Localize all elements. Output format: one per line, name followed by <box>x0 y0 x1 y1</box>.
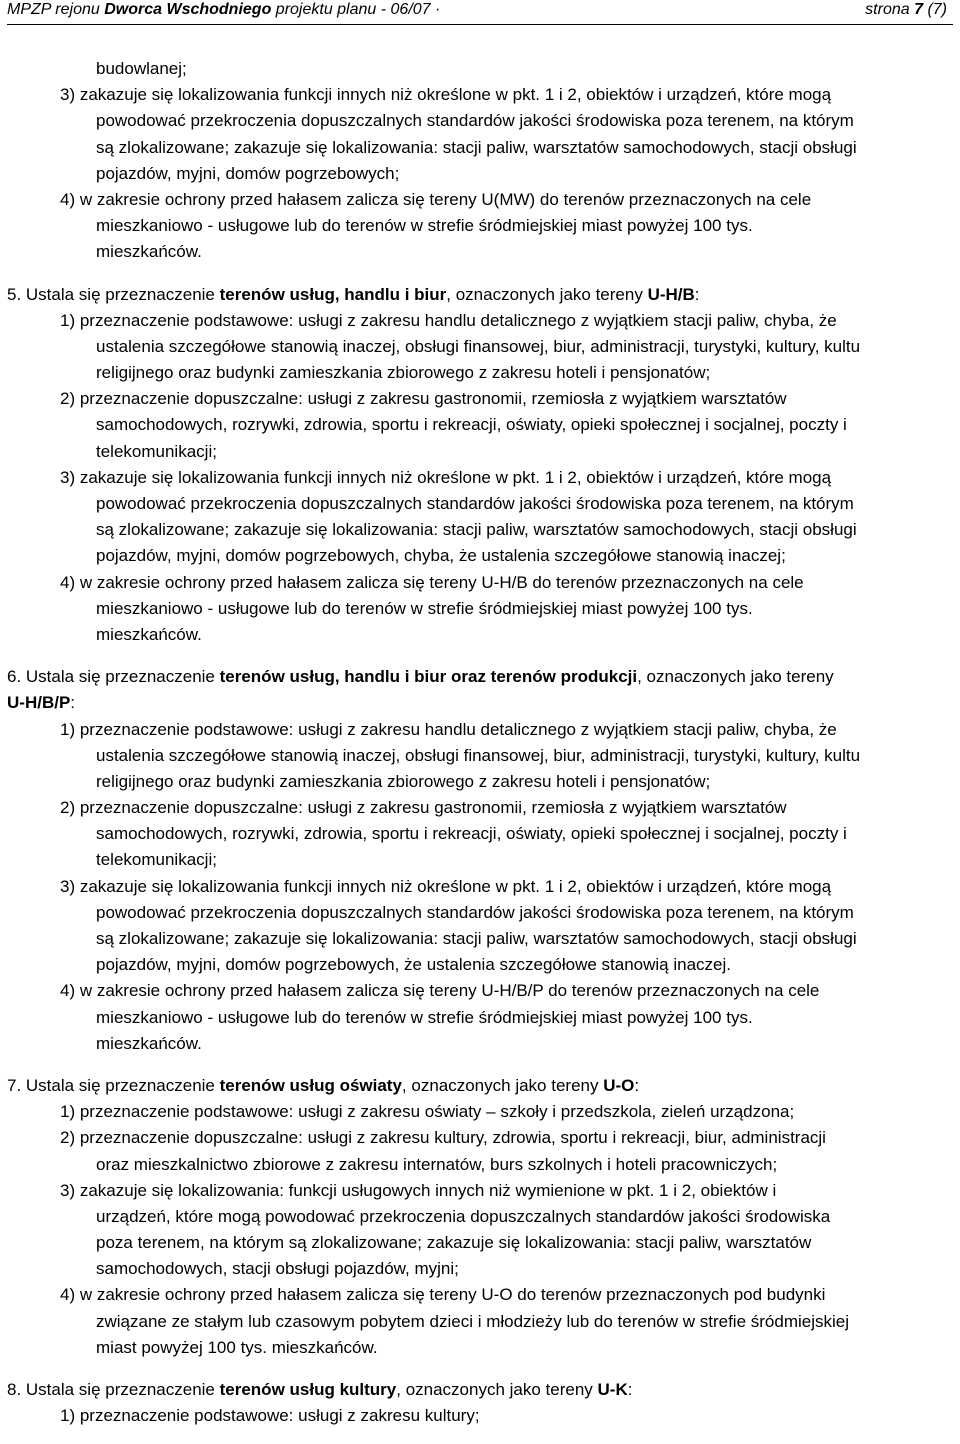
text-run: , oznaczonych jako tereny <box>396 1380 598 1399</box>
text-line <box>0 386 960 412</box>
text-run: samochodowych, rozrywki, zdrowia, sportu i rekreacji, oświaty, opieki społecznej i socjalnej, poczty i <box>96 415 847 435</box>
text-run: 4) w zakresie ochrony przed hałasem zalicza się tereny U(MW) do terenów przeznaczonych na cele <box>60 189 812 209</box>
text-line <box>0 743 960 769</box>
text-run: mieszkańców. <box>96 1033 202 1053</box>
page-total: (7) <box>923 1 947 18</box>
text-line <box>0 978 960 1004</box>
text-run: , oznaczonych jako tereny <box>637 667 834 687</box>
text-line <box>0 795 960 821</box>
text-run: 2) przeznaczenie dopuszczalne: usługi z zakresu gastronomii, rzemiosła z wyjątkiem warsztatów <box>60 389 787 409</box>
text-line <box>0 1230 960 1256</box>
text-run: 1) przeznaczenie podstawowe: usługi z zakresu handlu detalicznego z wyjątkiem stacji paliw, chyba, że <box>60 310 837 330</box>
text-line <box>0 239 960 265</box>
text-run: pojazdów, myjni, domów pogrzebowych, chyba, że ustalenia szczegółowe stanowią inaczej; <box>96 546 786 566</box>
text-line <box>0 1005 960 1031</box>
text-line <box>0 491 960 517</box>
paragraph-gap <box>0 266 960 282</box>
text-run: samochodowych, stacji obsługi pojazdów, myjni; <box>96 1259 459 1279</box>
text-line <box>0 874 960 900</box>
bold-text: U-H/B/P <box>7 693 71 713</box>
paragraph-gap <box>0 648 960 664</box>
text-run: pojazdów, myjni, domów pogrzebowych; <box>96 163 400 183</box>
paragraph-gap <box>0 1361 960 1377</box>
text-line <box>0 1031 960 1057</box>
text-line <box>0 1309 960 1335</box>
text-run: religijnego oraz budynki zamieszkania zbiorowego z zakresu hoteli i pensjonatów; <box>96 363 711 383</box>
bold-text: U-K <box>597 1380 628 1399</box>
text-run: ustalenia szczegółowe stanowią inaczej, obsługi finansowej, biur, administracji, turystyki, kultury, kultu <box>96 745 861 765</box>
text-line <box>0 1377 960 1403</box>
text-run: : <box>694 284 700 304</box>
page-header <box>7 0 953 25</box>
text-line <box>0 664 960 690</box>
text-run: 3) zakazuje się lokalizowania funkcji innych niż określone w pkt. 1 i 2, obiektów i urządzeń, które mogą <box>60 85 832 105</box>
text-run: 2) przeznaczenie dopuszczalne: usługi z zakresu kultury, zdrowia, sportu i rekreacji, biur, administracji <box>60 1128 826 1148</box>
text-line <box>0 952 960 978</box>
text-run: 4) w zakresie ochrony przed hałasem zalicza się tereny U-O do terenów przeznaczonych pod budynki <box>60 1285 826 1305</box>
text-line <box>0 596 960 622</box>
text-line <box>0 439 960 465</box>
text-line <box>0 900 960 926</box>
text-run: mieszkaniowo - usługowe lub do terenów w strefie śródmiejskiej miast powyżej 100 tys. <box>96 598 753 618</box>
text-line <box>0 213 960 239</box>
text-line <box>0 1403 960 1429</box>
text-run: , oznaczonych jako tereny <box>401 1075 604 1095</box>
text-run: 4) w zakresie ochrony przed hałasem zalicza się tereny U-H/B do terenów przeznaczonych na cele <box>60 572 804 592</box>
text-line <box>0 1256 960 1282</box>
text-run: telekomunikacji; <box>96 441 217 461</box>
text-run: 7. Ustala się przeznaczenie <box>7 1075 220 1095</box>
bold-text: terenów usług, handlu i biur <box>219 284 447 304</box>
text-line <box>0 1204 960 1230</box>
text-line <box>0 1178 960 1204</box>
title-prefix: MPZP rejonu <box>7 1 105 18</box>
text-run: pojazdów, myjni, domów pogrzebowych, że ustalenia szczegółowe stanowią inaczej. <box>96 955 732 975</box>
text-run: są zlokalizowane; zakazuje się lokalizowania: stacji paliw, warsztatów samochodowych, stacji obsługi <box>96 929 857 948</box>
text-line <box>0 847 960 873</box>
text-run: : <box>634 1075 640 1095</box>
page-counter <box>865 0 947 20</box>
text-run: 1) przeznaczenie podstawowe: usługi z zakresu oświaty – szkoły i przedszkola, zieleń urządzona; <box>60 1102 795 1122</box>
text-line <box>0 769 960 795</box>
text-run: są zlokalizowane; zakazuje się lokalizowania: stacji paliw, warsztatów samochodowych, stacji obsługi <box>96 520 857 540</box>
text-run: : <box>70 693 76 713</box>
text-line <box>0 570 960 596</box>
paragraph-gap <box>0 1057 960 1073</box>
bold-text: U-H/B <box>647 284 695 304</box>
text-run: są zlokalizowane; zakazuje się lokalizowania: stacji paliw, warsztatów samochodowych, stacji obsługi <box>96 137 857 157</box>
text-line <box>0 334 960 360</box>
text-run: mieszkańców. <box>96 242 202 262</box>
text-line <box>0 56 960 82</box>
page-label: strona <box>865 1 915 18</box>
text-line <box>0 161 960 187</box>
text-line <box>0 282 960 308</box>
text-line <box>0 1099 960 1125</box>
text-line <box>0 1125 960 1151</box>
document-body <box>0 56 960 1429</box>
text-line <box>0 622 960 648</box>
title-suffix: projektu planu - 06/07 · <box>271 1 441 18</box>
text-line <box>0 187 960 213</box>
text-line <box>0 412 960 438</box>
text-run: : <box>627 1380 633 1399</box>
text-line <box>0 517 960 543</box>
text-run: 3) zakazuje się lokalizowania funkcji innych niż określone w pkt. 1 i 2, obiektów i urządzeń, które mogą <box>60 876 832 896</box>
text-line <box>0 135 960 161</box>
bold-text: terenów usług, handlu i biur oraz terenów produkcji <box>219 667 638 687</box>
text-run: , oznaczonych jako tereny <box>446 284 648 304</box>
text-line <box>0 1152 960 1178</box>
bold-text: U-O <box>603 1075 635 1095</box>
text-line <box>0 360 960 386</box>
text-run: powodować przekroczenia dopuszczalnych standardów jakości środowiska poza terenem, na którym <box>96 902 854 922</box>
text-run: 8. Ustala się przeznaczenie <box>7 1380 220 1399</box>
text-line <box>0 821 960 847</box>
text-run: urządzeń, które mogą powodować przekroczenia dopuszczalnych standardów jakości środowiska <box>96 1206 831 1226</box>
text-run: 4) w zakresie ochrony przed hałasem zalicza się tereny U-H/B/P do terenów przeznaczonych na cele <box>60 981 820 1001</box>
text-run: 5. Ustala się przeznaczenie <box>7 284 220 304</box>
text-line <box>0 543 960 569</box>
text-run: 3) zakazuje się lokalizowania: funkcji usługowych innych niż wymienione w pkt. 1 i 2, obiektów i <box>60 1180 777 1200</box>
text-line <box>0 1282 960 1308</box>
text-line <box>0 1335 960 1361</box>
text-run: poza terenem, na którym są zlokalizowane; zakazuje się lokalizowania: stacji paliw, warsztatów <box>96 1233 812 1253</box>
text-run: 3) zakazuje się lokalizowania funkcji innych niż określone w pkt. 1 i 2, obiektów i urządzeń, które mogą <box>60 467 832 487</box>
text-run: oraz mieszkalnictwo zbiorowe z zakresu internatów, burs szkolnych i hoteli pracowniczych; <box>96 1154 778 1174</box>
text-run: powodować przekroczenia dopuszczalnych standardów jakości środowiska poza terenem, na którym <box>96 494 854 513</box>
text-line <box>0 108 960 134</box>
text-run: 6. Ustala się przeznaczenie <box>7 667 220 687</box>
document-title <box>7 0 440 20</box>
text-line <box>0 465 960 491</box>
text-run: 1) przeznaczenie podstawowe: usługi z zakresu kultury; <box>60 1406 480 1426</box>
bold-text: terenów usług kultury <box>219 1380 397 1399</box>
text-run: związane ze stałym lub czasowym pobytem dzieci i młodzieży lub do terenów w strefie śródmiejskiej <box>96 1311 850 1331</box>
text-run: mieszkaniowo - usługowe lub do terenów w strefie śródmiejskiej miast powyżej 100 tys. <box>96 216 753 236</box>
page-number: 7 <box>914 1 923 18</box>
text-line <box>0 717 960 743</box>
text-run: powodować przekroczenia dopuszczalnych standardów jakości środowiska poza terenem, na którym <box>96 111 854 131</box>
text-line <box>0 1073 960 1099</box>
text-run: ustalenia szczegółowe stanowią inaczej, obsługi finansowej, biur, administracji, turystyki, kultury, kultu <box>96 336 861 356</box>
text-run: budowlanej; <box>96 59 187 78</box>
text-run: religijnego oraz budynki zamieszkania zbiorowego z zakresu hoteli i pensjonatów; <box>96 771 711 791</box>
text-run: miast powyżej 100 tys. mieszkańców. <box>96 1337 378 1357</box>
title-bold: Dworca Wschodniego <box>104 1 272 18</box>
text-line <box>0 82 960 108</box>
text-run: samochodowych, rozrywki, zdrowia, sportu i rekreacji, oświaty, opieki społecznej i socjalnej, poczty i <box>96 824 847 844</box>
text-run: mieszkaniowo - usługowe lub do terenów w strefie śródmiejskiej miast powyżej 100 tys. <box>96 1007 753 1027</box>
text-line <box>0 926 960 952</box>
text-run: 2) przeznaczenie dopuszczalne: usługi z zakresu gastronomii, rzemiosła z wyjątkiem warsztatów <box>60 798 787 818</box>
text-line <box>0 690 960 716</box>
text-run: 1) przeznaczenie podstawowe: usługi z zakresu handlu detalicznego z wyjątkiem stacji paliw, chyba, że <box>60 719 837 739</box>
text-line <box>0 308 960 334</box>
bold-text: terenów usług oświaty <box>219 1075 402 1095</box>
text-run: telekomunikacji; <box>96 850 217 870</box>
text-run: mieszkańców. <box>96 624 202 644</box>
